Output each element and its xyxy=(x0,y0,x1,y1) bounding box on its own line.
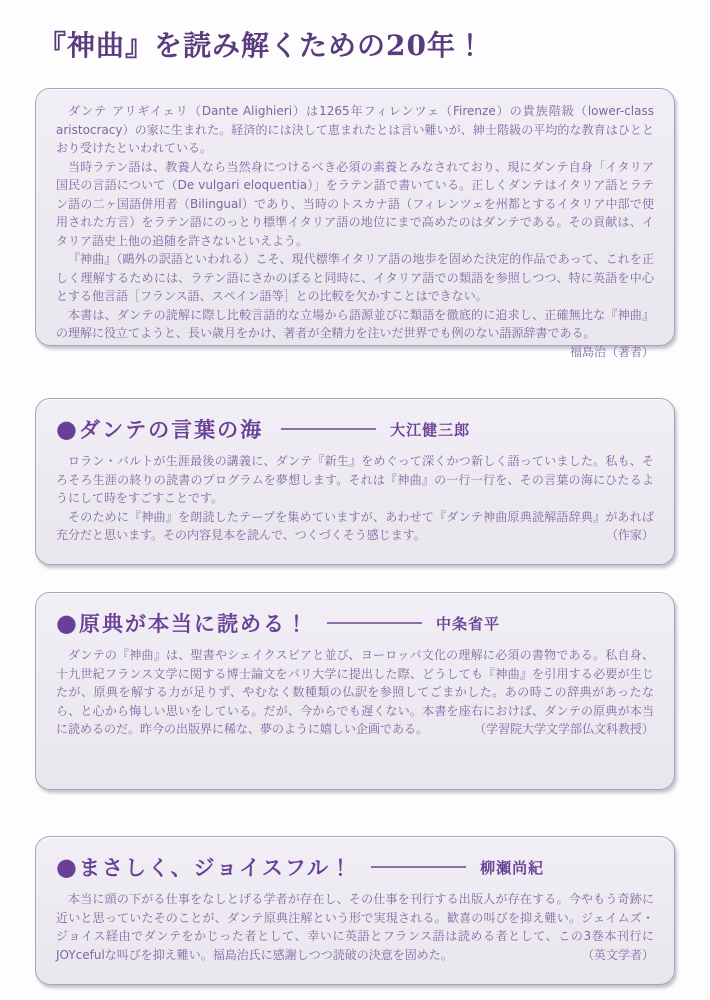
testimonial-body xyxy=(56,890,654,964)
testimonial-paragraph-text: ダンテの『神曲』は、聖書やシェイクスピアと並び、ヨーロッパ文化の理解に必須の書物である。私自身、十九世紀フランス文学に関する博士論文をパリ大学に提出した際、どうしても『神曲』を引用する必要が生じたが、原典を解する力が足りず、やむなく数種類の仏訳を参照してごまかした。あの時この辞典があったなら、と心から悔しい思いをしている。だが、今からでも遅くない。本書を座右におけば、ダンテの原典が本当に読めるのだ。昨今の出版界に稀な、夢のように嬉しい企画である。 xyxy=(56,648,654,736)
bullet-icon: ● xyxy=(56,609,77,637)
intro-paragraph: 『神曲』（鷗外の訳語といわれる）こそ、現代標準イタリア語の地歩を固めた決定的作品であって、これを正しく理解するためには、ラテン語にさかのぼると同時に、イタリア語での類語を参照しつつ、特に英語を中心とする他言語［フランス語、スペイン語等］との比較を欠かすことはできない。 xyxy=(56,252,654,303)
intro-panel xyxy=(35,88,675,359)
separator-line xyxy=(281,428,376,430)
testimonial-title: ダンテの言葉の海 xyxy=(78,418,264,442)
testimonial-title: まさしく、ジョイスフル！ xyxy=(78,856,354,880)
testimonial-title: 原典が本当に読める！ xyxy=(78,612,309,636)
intro-paragraph: 当時ラテン語は、教養人なら当然身につけるべき必須の素養とみなされており、現にダンテ自身「イタリア国民の言語について（De vulgari eloquentia）」をラテン語で書いている。正しくダンテはイタリア語とラテン語の二ヶ国語併用者（Bilingual）であり、当時のトスカナ語（フィレンツェを州都とするイタリア中部で使用された方言）をラテン語にのっとり標準イタリア語の地位にまで高めたのはダンテである。その貢献は、イタリア語史上他の追随を許さないといえよう。 xyxy=(56,159,654,248)
testimonial-panel-yanase xyxy=(35,836,675,985)
testimonial-heading-row xyxy=(56,414,654,444)
testimonial-panel-chujo xyxy=(35,592,675,790)
page-title: 『神曲』を読み解くための20年！ xyxy=(38,29,485,62)
intro-signature: 福島治（著者） xyxy=(569,344,654,359)
intro-paragraph: ダンテ アリギイェリ（Dante Alighieri）は1265年フィレンツェ（Firenze）の貴族階級（lower-class aristocracy）の家に生まれた。経済的には決して恵まれたとは言い難いが、紳士階級の平均的な教育はひととおり受けたといわれている。 xyxy=(56,104,654,155)
testimonial-signature: （英文学者） xyxy=(581,947,654,962)
bullet-icon: ● xyxy=(56,853,77,881)
testimonial-body xyxy=(56,646,654,739)
testimonial-paragraph xyxy=(56,646,654,739)
intro-paragraph xyxy=(56,306,654,359)
testimonial-author: 柳瀬尚紀 xyxy=(480,858,545,877)
testimonial-heading-row xyxy=(56,608,654,638)
separator-line xyxy=(327,622,422,624)
testimonial-author: 大江健三郎 xyxy=(390,420,471,439)
intro-paragraph-text: 本書は、ダンテの読解に際し比較言語的な立場から語源並びに類語を徹底的に追求し、正確無比な『神曲』の理解に役立てようと、長い歳月をかけ、著者が全精力を注いだ世界でも例のない語源辞書である。 xyxy=(56,307,654,340)
testimonial-signature: （作家） xyxy=(605,528,654,542)
testimonial-heading-row xyxy=(56,852,654,882)
testimonial-panel-oe xyxy=(35,398,675,565)
testimonial-paragraph-text: そのために『神曲』を朗読したテープを集めていますが、あわせて『ダンテ神曲原典読解語辞典』があれば充分だと思います。その内容見本を読んで、つくづくそう感じます。 xyxy=(56,509,654,542)
testimonial-body xyxy=(56,452,654,545)
testimonial-paragraph xyxy=(56,890,654,964)
testimonial-signature: （学習院大学文学部仏文科教授） xyxy=(473,722,654,736)
testimonial-paragraph xyxy=(56,508,654,545)
testimonial-author: 中条省平 xyxy=(435,614,500,633)
testimonial-paragraph-text: 本当に頭の下がる仕事をなしとげる学者が存在し、その仕事を刊行する出版人が存在する。今やもう奇跡に近いと思っていたそのことが、ダンテ原典注解という形で実現される。歓喜の叫びを抑え難い。ジェイムズ・ジョイス経由でダンテをかじった者として、幸いに英語とフランス語は読める者として、この3巻本刊行にJOYcefulな叫びを抑え難い。福島治氏に感謝しつつ読破の決意を固めた。 xyxy=(56,892,654,962)
testimonial-paragraph: ロラン・バルトが生涯最後の講義に、ダンテ『新生』をめぐって深くかつ新しく語っていました。私も、そろそろ生涯の終りの読書のプログラムを夢想します。それは『神曲』の一行一行を、その言葉の海にひたるようにして時をすごすことです。 xyxy=(56,454,654,505)
bullet-icon: ● xyxy=(56,415,77,443)
separator-line xyxy=(371,866,466,868)
